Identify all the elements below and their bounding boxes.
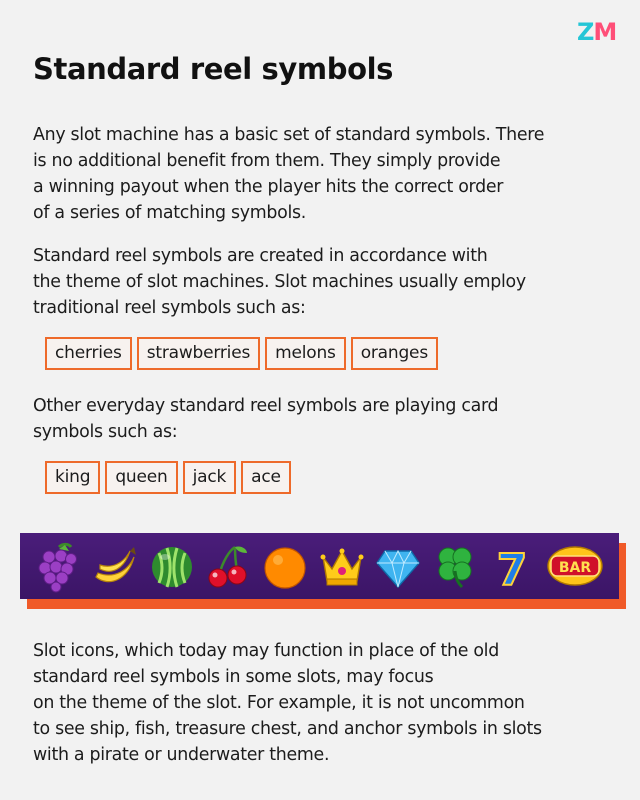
card-tag-list	[45, 461, 291, 494]
card-symbols-paragraph: Other everyday standard reel symbols are playing card symbols such as:	[33, 396, 499, 442]
tag-king: king	[45, 461, 100, 494]
crown-icon	[319, 541, 365, 591]
seven-icon	[489, 541, 535, 596]
fruit-tag-list	[45, 337, 438, 370]
clover-icon	[432, 541, 478, 591]
intro-paragraph: Any slot machine has a basic set of standard symbols. There is no additional benefit from them. They simply provide a winning payout when the player hits the correct order of a series of matching symbols.	[33, 125, 545, 223]
cherries-icon	[205, 541, 251, 591]
tag-cherries: cherries	[45, 337, 132, 370]
banana-icon	[92, 541, 138, 591]
tag-oranges: oranges	[351, 337, 438, 370]
tag-strawberries: strawberries	[137, 337, 260, 370]
bar-icon	[546, 541, 604, 591]
watermelon-icon	[149, 541, 195, 591]
logo-letter-m: M	[593, 18, 617, 46]
slot-icons-paragraph: Slot icons, which today may function in place of the old standard reel symbols in some slots, may focus on the theme of the slot. For example, it is not uncommon to see ship, fish, treasure chest, and anchor symbols in slots with a pirate or underwater theme.	[33, 641, 542, 765]
logo-letter-z: Z	[577, 18, 594, 46]
tag-queen: queen	[105, 461, 177, 494]
theme-paragraph: Standard reel symbols are created in accordance with the theme of slot machines. Slot machines usually employ traditional reel symbols such as:	[33, 246, 526, 318]
diamond-icon	[375, 541, 421, 591]
symbol-strip-panel	[20, 533, 619, 599]
grapes-icon	[35, 541, 81, 591]
tag-jack: jack	[183, 461, 237, 494]
orange-icon	[262, 541, 308, 591]
bar-icon-text: BAR	[558, 560, 591, 576]
symbol-strip	[20, 533, 626, 609]
tag-melons: melons	[265, 337, 346, 370]
seven-icon-text: 7	[496, 545, 528, 596]
page-title: Standard reel symbols	[33, 52, 393, 86]
zm-logo	[577, 20, 616, 44]
tag-ace: ace	[241, 461, 291, 494]
